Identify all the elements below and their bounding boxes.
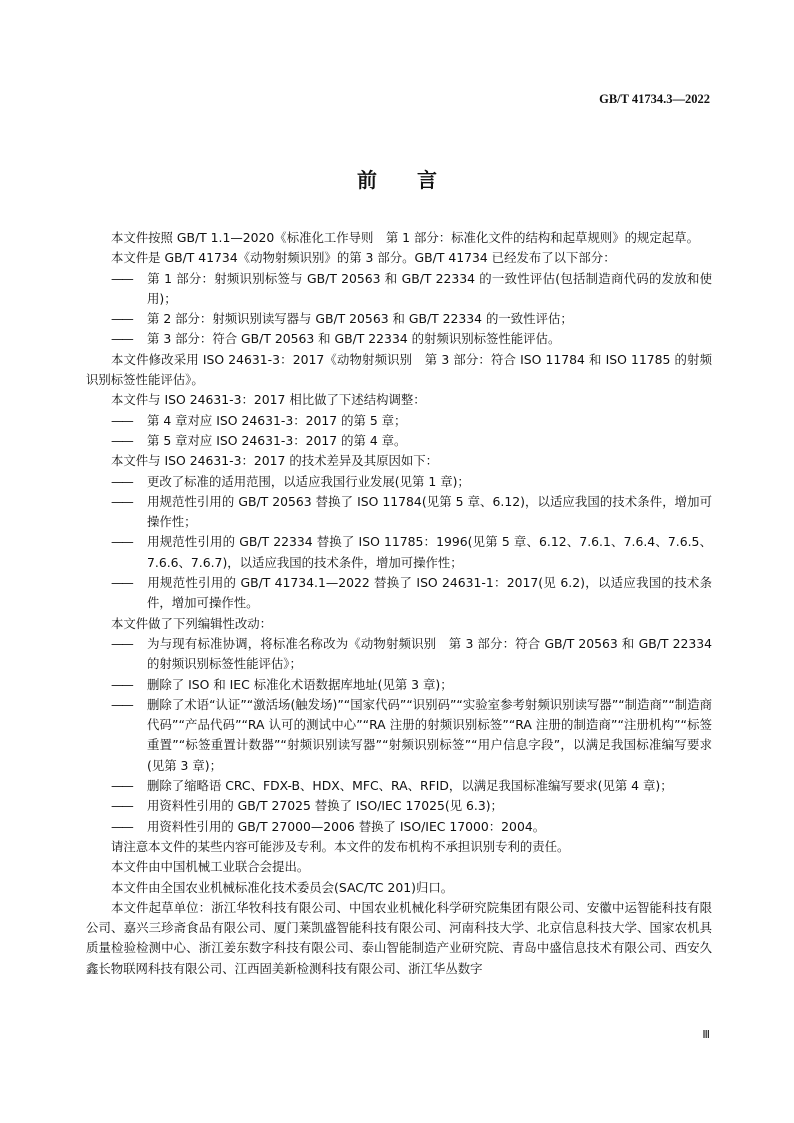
list-item: —— 删除了术语“认证”“激活场(触发场)”“国家代码”“识别码”“实验室参考射频识别读写器”“制造商”“制造商代码”“产品代码”“RA 认可的测试中心”“RA 注册的射频识别标签”“RA 注册的制造商”“注册机构”“标签重置”“标签重置计数器”“射频识别读写器”“射频识别标签”“用户信息字段”，以满足我国标准编写要求(见第 3 章)； xyxy=(86,695,712,776)
paragraph: 本文件按照 GB/T 1.1—2020《标准化工作导则 第 1 部分：标准化文件的结构和起草规则》的规定起草。 xyxy=(111,230,699,245)
list-item: —— 第 5 章对应 ISO 24631-3：2017 的第 4 章。 xyxy=(86,431,712,451)
list-item: —— 第 3 部分：符合 GB/T 20563 和 GB/T 22334 的射频识别标签性能评估。 xyxy=(86,329,712,349)
list-item: —— 第 4 章对应 ISO 24631-3：2017 的第 5 章； xyxy=(86,411,712,431)
page-title: 前言 xyxy=(357,168,477,192)
list-item: —— 用资料性引用的 GB/T 27025 替换了 ISO/IEC 17025(见 6.3)； xyxy=(86,796,712,816)
paragraph: 本文件是 GB/T 41734《动物射频识别》的第 3 部分。GB/T 41734 已经发布了以下部分： xyxy=(111,250,616,266)
list-item: —— 用资料性引用的 GB/T 27000—2006 替换了 ISO/IEC 17000：2004。 xyxy=(86,817,712,837)
paragraph: 本文件由中国机械工业联合会提出。 xyxy=(111,859,310,875)
document-body xyxy=(86,228,712,979)
list-item: —— 第 1 部分：射频识别标签与 GB/T 20563 和 GB/T 22334 的一致性评估(包括制造商代码的发放和使用)； xyxy=(86,269,712,310)
paragraph: 本文件与 ISO 24631-3：2017 的技术差异及其原因如下： xyxy=(111,453,439,469)
list-item: —— 用规范性引用的 GB/T 41734.1—2022 替换了 ISO 24631-1：2017(见 6.2)，以适应我国的技术条件，增加可操作性。 xyxy=(86,573,712,614)
paragraph: 本文件与 ISO 24631-3：2017 相比做了下述结构调整： xyxy=(111,392,426,408)
list-item: —— 用规范性引用的 GB/T 20563 替换了 ISO 11784(见第 5 章、6.12)，以适应我国的技术条件，增加可操作性； xyxy=(86,492,712,533)
paragraph: 本文件做了下列编辑性改动： xyxy=(111,615,273,631)
page-number: Ⅲ xyxy=(702,1029,710,1041)
list-item: —— 用规范性引用的 GB/T 22334 替换了 ISO 11785：1996(见第 5 章、6.12、7.6.1、7.6.4、7.6.5、7.6.6、7.6.7)，以适应我国的技术条件，增加可操作性； xyxy=(86,532,712,573)
list-item: —— 更改了标准的适用范围，以适应我国行业发展(见第 1 章)； xyxy=(86,472,712,492)
paragraph: 本文件由全国农业机械标准化技术委员会(SAC/TC 201)归口。 xyxy=(111,879,454,895)
standard-code-header: GB/T 41734.3—2022 xyxy=(599,92,710,106)
list-item: —— 删除了 ISO 和 IEC 标准化术语数据库地址(见第 3 章)； xyxy=(86,675,712,695)
paragraph: 本文件修改采用 ISO 24631-3：2017《动物射频识别 第 3 部分：符合 ISO 11784 和 ISO 11785 的射频识别标签性能评估》。 xyxy=(86,351,712,388)
list-item: —— 删除了缩略语 CRC、FDX-B、HDX、MFC、RA、RFID，以满足我国标准编写要求(见第 4 章)； xyxy=(86,776,712,796)
paragraph: 请注意本文件的某些内容可能涉及专利。本文件的发布机构不承担识别专利的责任。 xyxy=(111,838,570,854)
paragraph: 本文件起草单位：浙江华牧科技有限公司、中国农业机械化科学研究院集团有限公司、安徽中运智能科技有限公司、嘉兴三珍斋食品有限公司、厦门莱凯盛智能科技有限公司、河南科技大学、北京信息科技大学、国家农机具质量检验检测中心、浙江姜东数字科技有限公司、泰山智能制造产业研究院、青岛中盛信息技术有限公司、西安久鑫长物联网科技有限公司、江西固美新检测科技有限公司、浙江华丛数字 xyxy=(86,899,712,976)
list-item: —— 为与现有标准协调，将标准名称改为《动物射频识别 第 3 部分：符合 GB/T 20563 和 GB/T 22334的射频识别标签性能评估》； xyxy=(86,634,712,675)
list-item: —— 第 2 部分：射频识别读写器与 GB/T 20563 和 GB/T 22334 的一致性评估； xyxy=(86,309,712,329)
